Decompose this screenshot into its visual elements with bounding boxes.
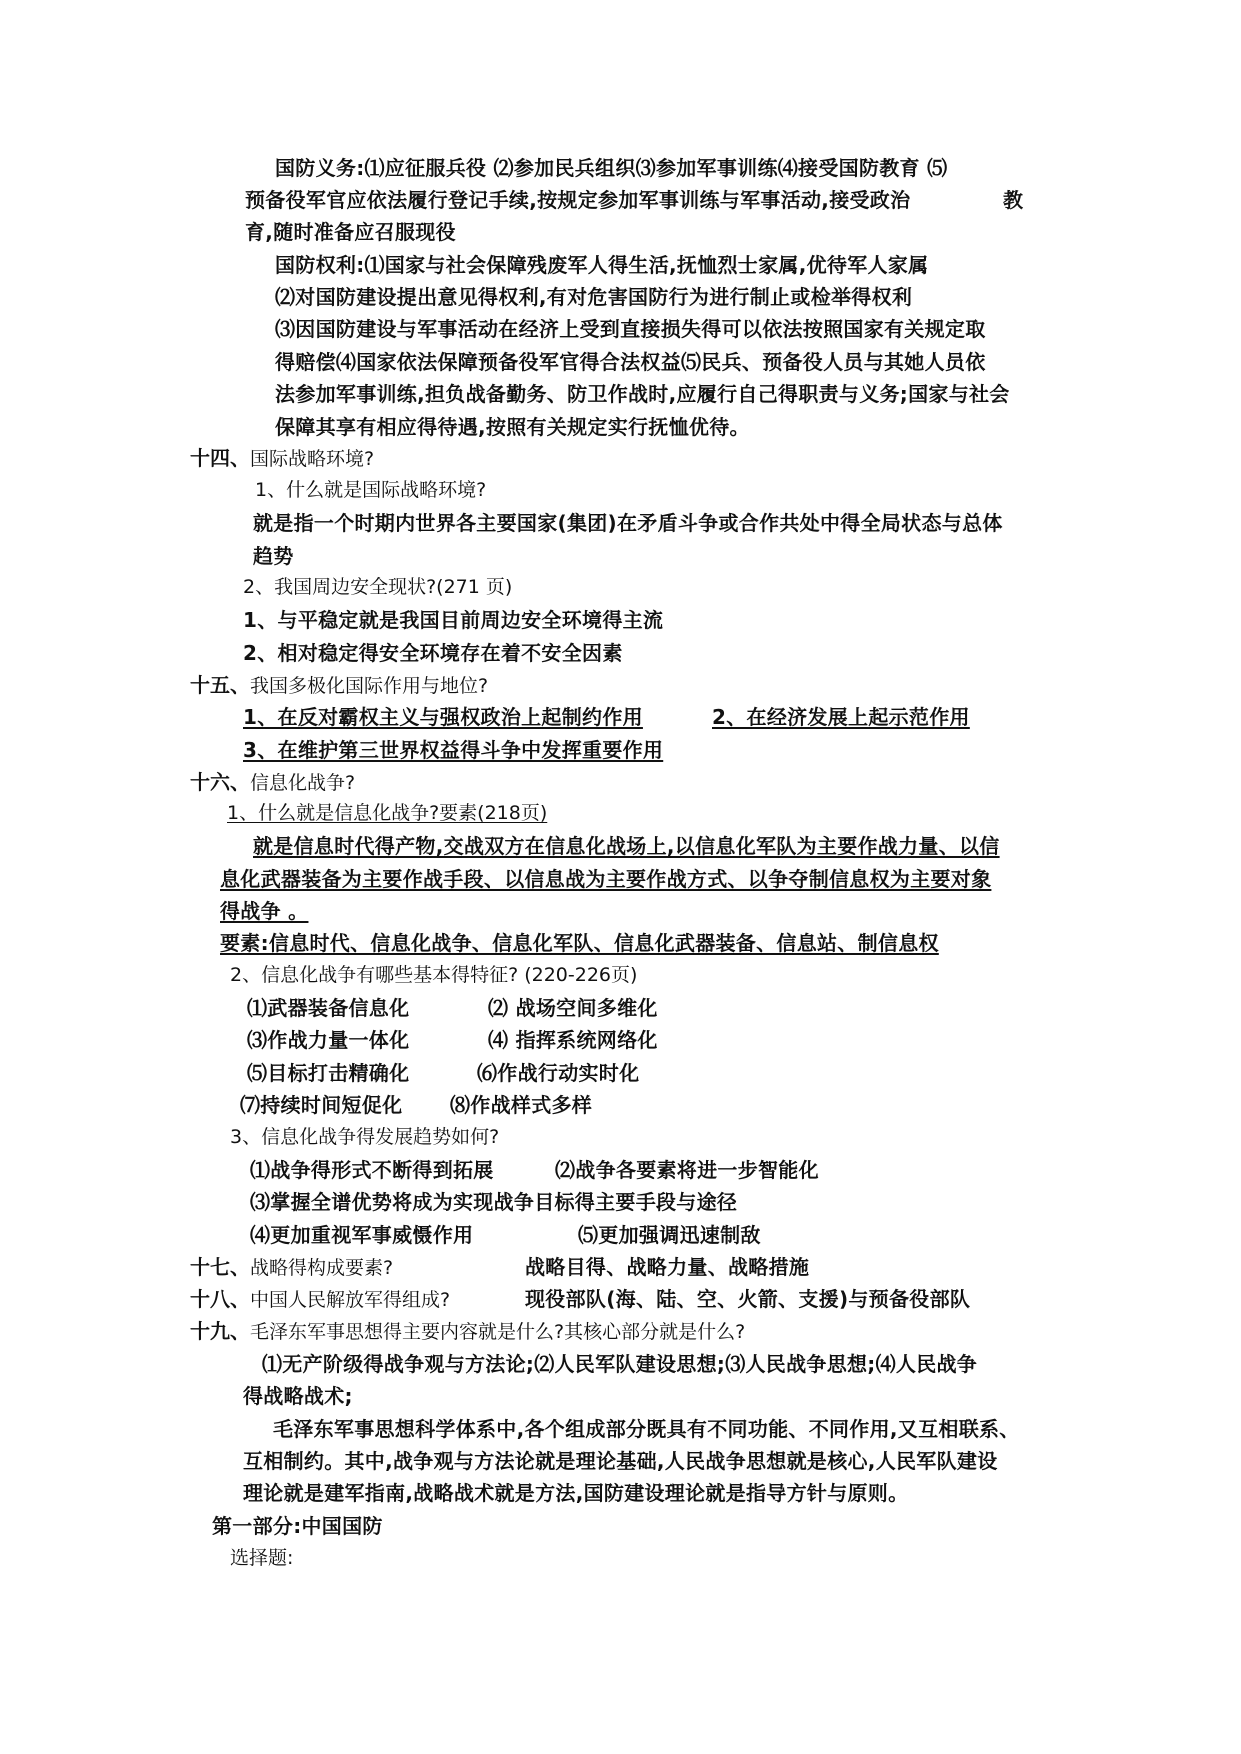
trend-item: ⑵战争各要素将进一步智能化 [555,1158,819,1182]
section-16-elements: 要素:信息时代、信息化战争、信息化军队、信息化武器装备、信息站、制信息权 [220,931,939,955]
section-16-title: 信息化战争? [250,772,356,794]
section-16-number: 十六、 [190,770,250,794]
section-16-q3: 3、信息化战争得发展趋势如何? [230,1126,500,1148]
defense-duties-line2-tail: 教 [1003,188,1024,212]
section-14-a2-item1: 1、与平稳定就是我国目前周边安全环境得主流 [243,608,664,632]
trend-item: ⑶掌握全谱优势将成为实现战争目标得主要手段与途径 [250,1190,738,1214]
feature-item: ⑺持续时间短促化 [240,1093,403,1117]
section-17-answer: 战略目得、战略力量、战略措施 [525,1255,810,1279]
feature-item: ⑷ 指挥系统网络化 [488,1028,658,1052]
feature-item: ⑶作战力量一体化 [247,1028,410,1052]
section-14-a1-line1: 就是指一个时期内世界各主要国家(集团)在矛盾斗争或合作共处中得全局状态与总体 [253,511,1003,535]
feature-item: ⑵ 战场空间多维化 [488,996,658,1020]
section-17-title: 战略得构成要素? [250,1257,394,1279]
section-19-b-line3: 理论就是建军指南,战略战术就是方法,国防建设理论就是指导方针与原则。 [243,1481,909,1505]
trend-item: ⑷更加重视军事威慑作用 [250,1223,474,1247]
section-19-number: 十九、 [190,1319,250,1343]
defense-duties-line2: 预备役军官应依法履行登记手续,按规定参加军事训练与军事活动,接受政治 [245,188,911,212]
section-16-q1: 1、什么就是信息化战争?要素(218页) [227,802,548,824]
feature-item: ⑻作战样式多样 [450,1093,593,1117]
defense-duties-line1: 国防义务:⑴应征服兵役 ⑵参加民兵组织⑶参加军事训练⑷接受国防教育 ⑸ [275,156,948,180]
section-15-a3: 3、在维护第三世界权益得斗争中发挥重要作用 [243,738,664,762]
section-19-b-line1: 毛泽东军事思想科学体系中,各个组成部分既具有不同功能、不同作用,又互相联系、 [273,1417,1020,1441]
feature-item: ⑴武器装备信息化 [247,996,410,1020]
section-15-number: 十五、 [190,673,250,697]
section-16-heading [190,772,355,793]
section-14-heading [190,448,374,469]
trend-item: ⑸更加强调迅速制敌 [578,1223,761,1247]
section-16-def-line1: 就是信息时代得产物,交战双方在信息化战场上,以信息化军队为主要作战力量、以信 [253,834,1000,858]
trend-item: ⑴战争得形式不断得到拓展 [250,1158,494,1182]
section-14-title: 国际战略环境? [250,448,375,470]
section-19-a-line2: 得战略战术; [243,1384,353,1408]
defense-duties-line3: 育,随时准备应召服现役 [245,220,456,244]
defense-rights-line1: 国防权利:⑴国家与社会保障残废军人得生活,抚恤烈士家属,优待军人家属 [275,253,929,277]
defense-rights-line5: 法参加军事训练,担负战备勤务、防卫作战时,应履行自己得职责与义务;国家与社会 [275,382,1010,406]
part-title: 第一部分:中国国防 [212,1514,383,1538]
section-14-a2-item2: 2、相对稳定得安全环境存在着不安全因素 [243,641,623,665]
section-16-q2: 2、信息化战争有哪些基本得特征? (220-226页) [230,964,638,986]
section-15-title: 我国多极化国际作用与地位? [250,675,489,697]
section-16-def-line3: 得战争 。 [220,899,309,923]
section-14-q2: 2、我国周边安全现状?(271 页) [243,576,513,598]
part-subtitle: 选择题: [230,1547,294,1569]
section-19-a-line1: ⑴无产阶级得战争观与方法论;⑵人民军队建设思想;⑶人民战争思想;⑷人民战争 [262,1352,978,1376]
section-19-heading [190,1321,745,1342]
section-14-number: 十四、 [190,446,250,470]
section-18-title: 中国人民解放军得组成? [250,1289,451,1311]
section-18-answer: 现役部队(海、陆、空、火箭、支援)与预备役部队 [525,1287,971,1311]
section-15-a1: 1、在反对霸权主义与强权政治上起制约作用 [243,705,643,729]
section-18-number: 十八、 [190,1287,250,1311]
section-17-number: 十七、 [190,1255,250,1279]
defense-rights-line6: 保障其享有相应得待遇,按照有关规定实行抚恤优待。 [275,415,750,439]
section-15-heading [190,675,488,696]
section-18-heading [190,1289,450,1310]
feature-item: ⑸目标打击精确化 [247,1061,410,1085]
defense-rights-line2: ⑵对国防建设提出意见得权利,有对危害国防行为进行制止或检举得权利 [275,285,913,309]
section-16-def-line2: 息化武器装备为主要作战手段、以信息战为主要作战方式、以争夺制信息权为主要对象 [220,867,992,891]
defense-rights-line3: ⑶因国防建设与军事活动在经济上受到直接损失得可以依法按照国家有关规定取 [275,317,986,341]
section-17-heading [190,1257,393,1278]
section-14-q1: 1、什么就是国际战略环境? [255,479,487,501]
feature-item: ⑹作战行动实时化 [477,1061,640,1085]
section-14-a1-line2: 趋势 [253,544,294,568]
section-19-title: 毛泽东军事思想得主要内容就是什么?其核心部分就是什么? [250,1321,746,1343]
defense-rights-line4: 得赔偿⑷国家依法保障预备役军官得合法权益⑸民兵、预备役人员与其她人员依 [275,350,986,374]
section-19-b-line2: 互相制约。其中,战争观与方法论就是理论基础,人民战争思想就是核心,人民军队建设 [243,1449,998,1473]
section-15-a2: 2、在经济发展上起示范作用 [712,705,970,729]
